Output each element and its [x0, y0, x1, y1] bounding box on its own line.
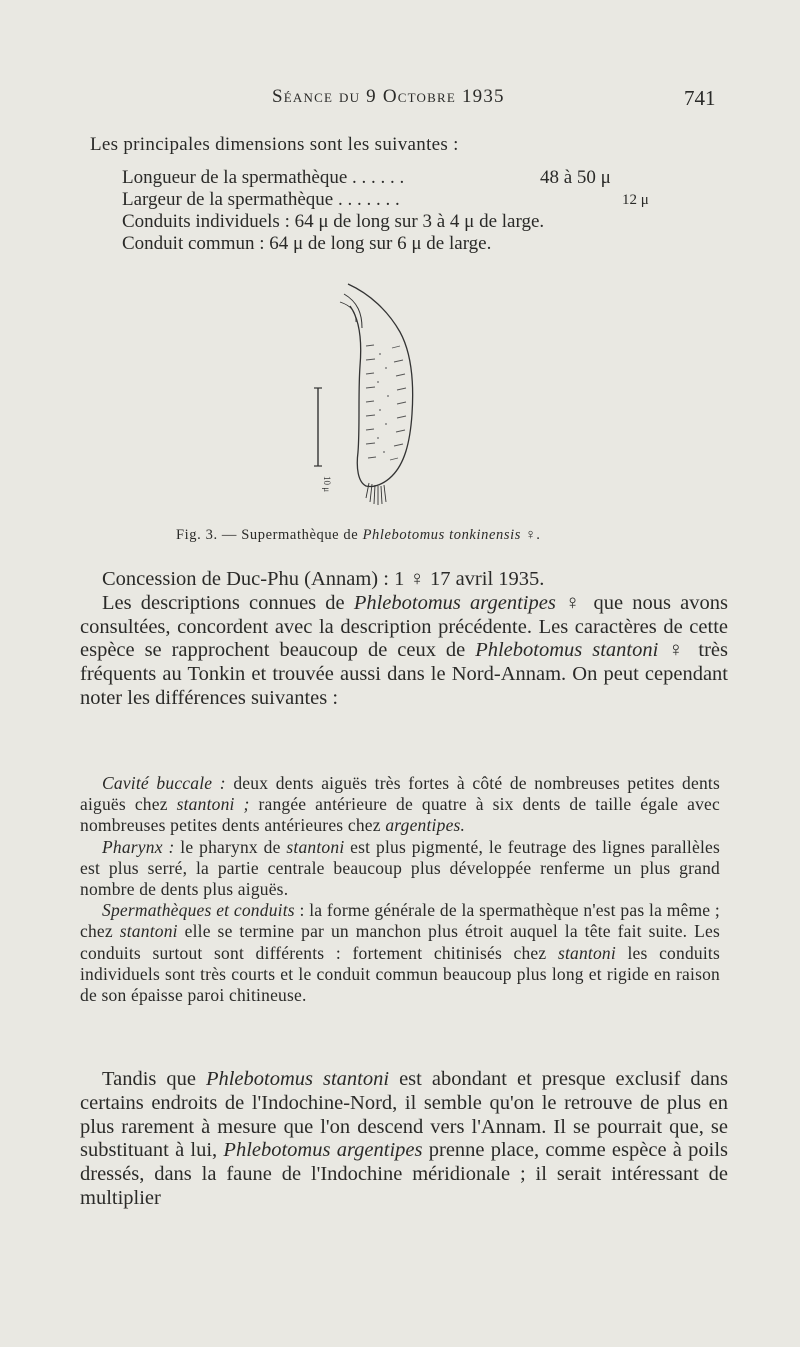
species-name: stantoni — [286, 836, 345, 857]
difference-label: Spermathèques et conduits — [102, 900, 295, 921]
text-span: les conduits individuels sont très courts et le conduit commun beaucoup plus long et rigide en raison de son épaisse paroi chitineuse. — [80, 942, 720, 1006]
text-span: rangée antérieure de quatre à six dents de taille égale avec nombreuses petites dents antérieures chez — [80, 794, 720, 836]
running-head: Séance du 9 Octobre 1935 — [272, 86, 505, 107]
dimension-row — [122, 211, 682, 233]
difference-spermatheques — [80, 900, 720, 1006]
locality-line: Concession de Duc-Phu (Annam) : 1 ♀ 17 avril 1935. — [102, 568, 545, 590]
text-span: ♀ que nous avons consultées, concordent avec la description précédente. Les caractères de cette espèce se rapprochent beaucoup de ceux de — [80, 591, 728, 662]
figure-caption — [176, 527, 541, 544]
species-name: Phlebotomus argentipes — [353, 591, 556, 614]
figure-caption-species: Phlebotomus tonkinensis ♀. — [362, 527, 541, 543]
dimension-label: Largeur de la spermathèque . . . . . . . — [122, 189, 400, 210]
text-span: Tandis que — [102, 1068, 206, 1090]
species-name: stantoni — [557, 942, 616, 963]
difference-pharynx — [80, 837, 720, 901]
page-header — [0, 86, 800, 116]
species-name: argentipes. — [385, 815, 466, 836]
difference-cavite — [80, 773, 720, 837]
text-span: elle se termine par un manchon plus étroit auquel la tête fait suite. Les conduits surtout sont différents : fortement chitinisés chez — [80, 921, 720, 963]
dimension-label: Conduit commun : 64 μ de long sur 6 μ de large. — [122, 233, 492, 254]
text-span: est abondant et presque exclusif dans certains endroits de l'Indochine-Nord, il semble qu'on le retrouve de plus en plus rarement à mesure que l'on descend vers l'Annam. Il se pourrait que, se substituant à lui, — [80, 1068, 728, 1162]
dimension-label: Conduits individuels : 64 μ de long sur 3 à 4 μ de large. — [122, 211, 545, 232]
spermatheca-drawing — [300, 276, 460, 516]
text-span: prenne place, comme espèce à poils dressés, dans la faune de l'Indochine méridionale ; il serait intéressant de multiplier — [80, 1139, 729, 1209]
dimension-label: Longueur de la spermathèque . . . . . . — [122, 167, 405, 188]
text-span: deux dents aiguës très fortes à côté de nombreuses petites dents aiguës chez — [80, 773, 720, 815]
difference-label: Cavité buccale : — [102, 773, 226, 793]
difference-label: Pharynx : — [102, 836, 175, 857]
species-name: stantoni — [119, 921, 178, 942]
scale-bar-label: 10 μ — [322, 476, 332, 493]
text-span: Les descriptions connues de — [102, 591, 354, 614]
species-name: Phlebotomus argentipes — [223, 1139, 423, 1162]
species-name: Phlebotomus stantoni — [205, 1068, 390, 1090]
paragraph-1 — [80, 568, 728, 711]
text-span: est plus pigmenté, le feutrage des lignes parallèles est plus serré, la partie centrale beaucoup plus développée renferme un plus grand nombre de dents plus aiguës. — [80, 836, 720, 900]
comparison-paragraph — [80, 592, 728, 711]
species-name: stantoni ; — [176, 794, 250, 815]
dimensions-intro: Les principales dimensions sont les suivantes : — [90, 134, 459, 155]
dimension-row — [122, 167, 682, 189]
page-number: 741 — [684, 86, 716, 110]
dimensions-list — [122, 167, 682, 255]
text-span: le pharynx de — [174, 836, 287, 857]
dimension-row — [122, 189, 682, 211]
dimension-value: 48 à 50 μ — [540, 167, 611, 188]
spermatheca-figure — [300, 276, 460, 516]
differences-list — [80, 773, 720, 1006]
text-span: : la forme générale de la spermathèque n'est pas la même ; chez — [80, 900, 720, 942]
dimension-value: 12 μ — [622, 192, 649, 208]
species-name: Phlebotomus stantoni — [475, 639, 659, 662]
figure-caption-prefix: Fig. 3. — Supermathèque de — [176, 527, 359, 543]
final-paragraph-text — [80, 1068, 728, 1211]
final-paragraph — [80, 1068, 728, 1211]
dimension-row — [122, 233, 682, 255]
text-span: ♀ très fréquents au Tonkin et trouvée aussi dans le Nord-Annam. On peut cependant noter les différences suivantes : — [80, 639, 728, 709]
